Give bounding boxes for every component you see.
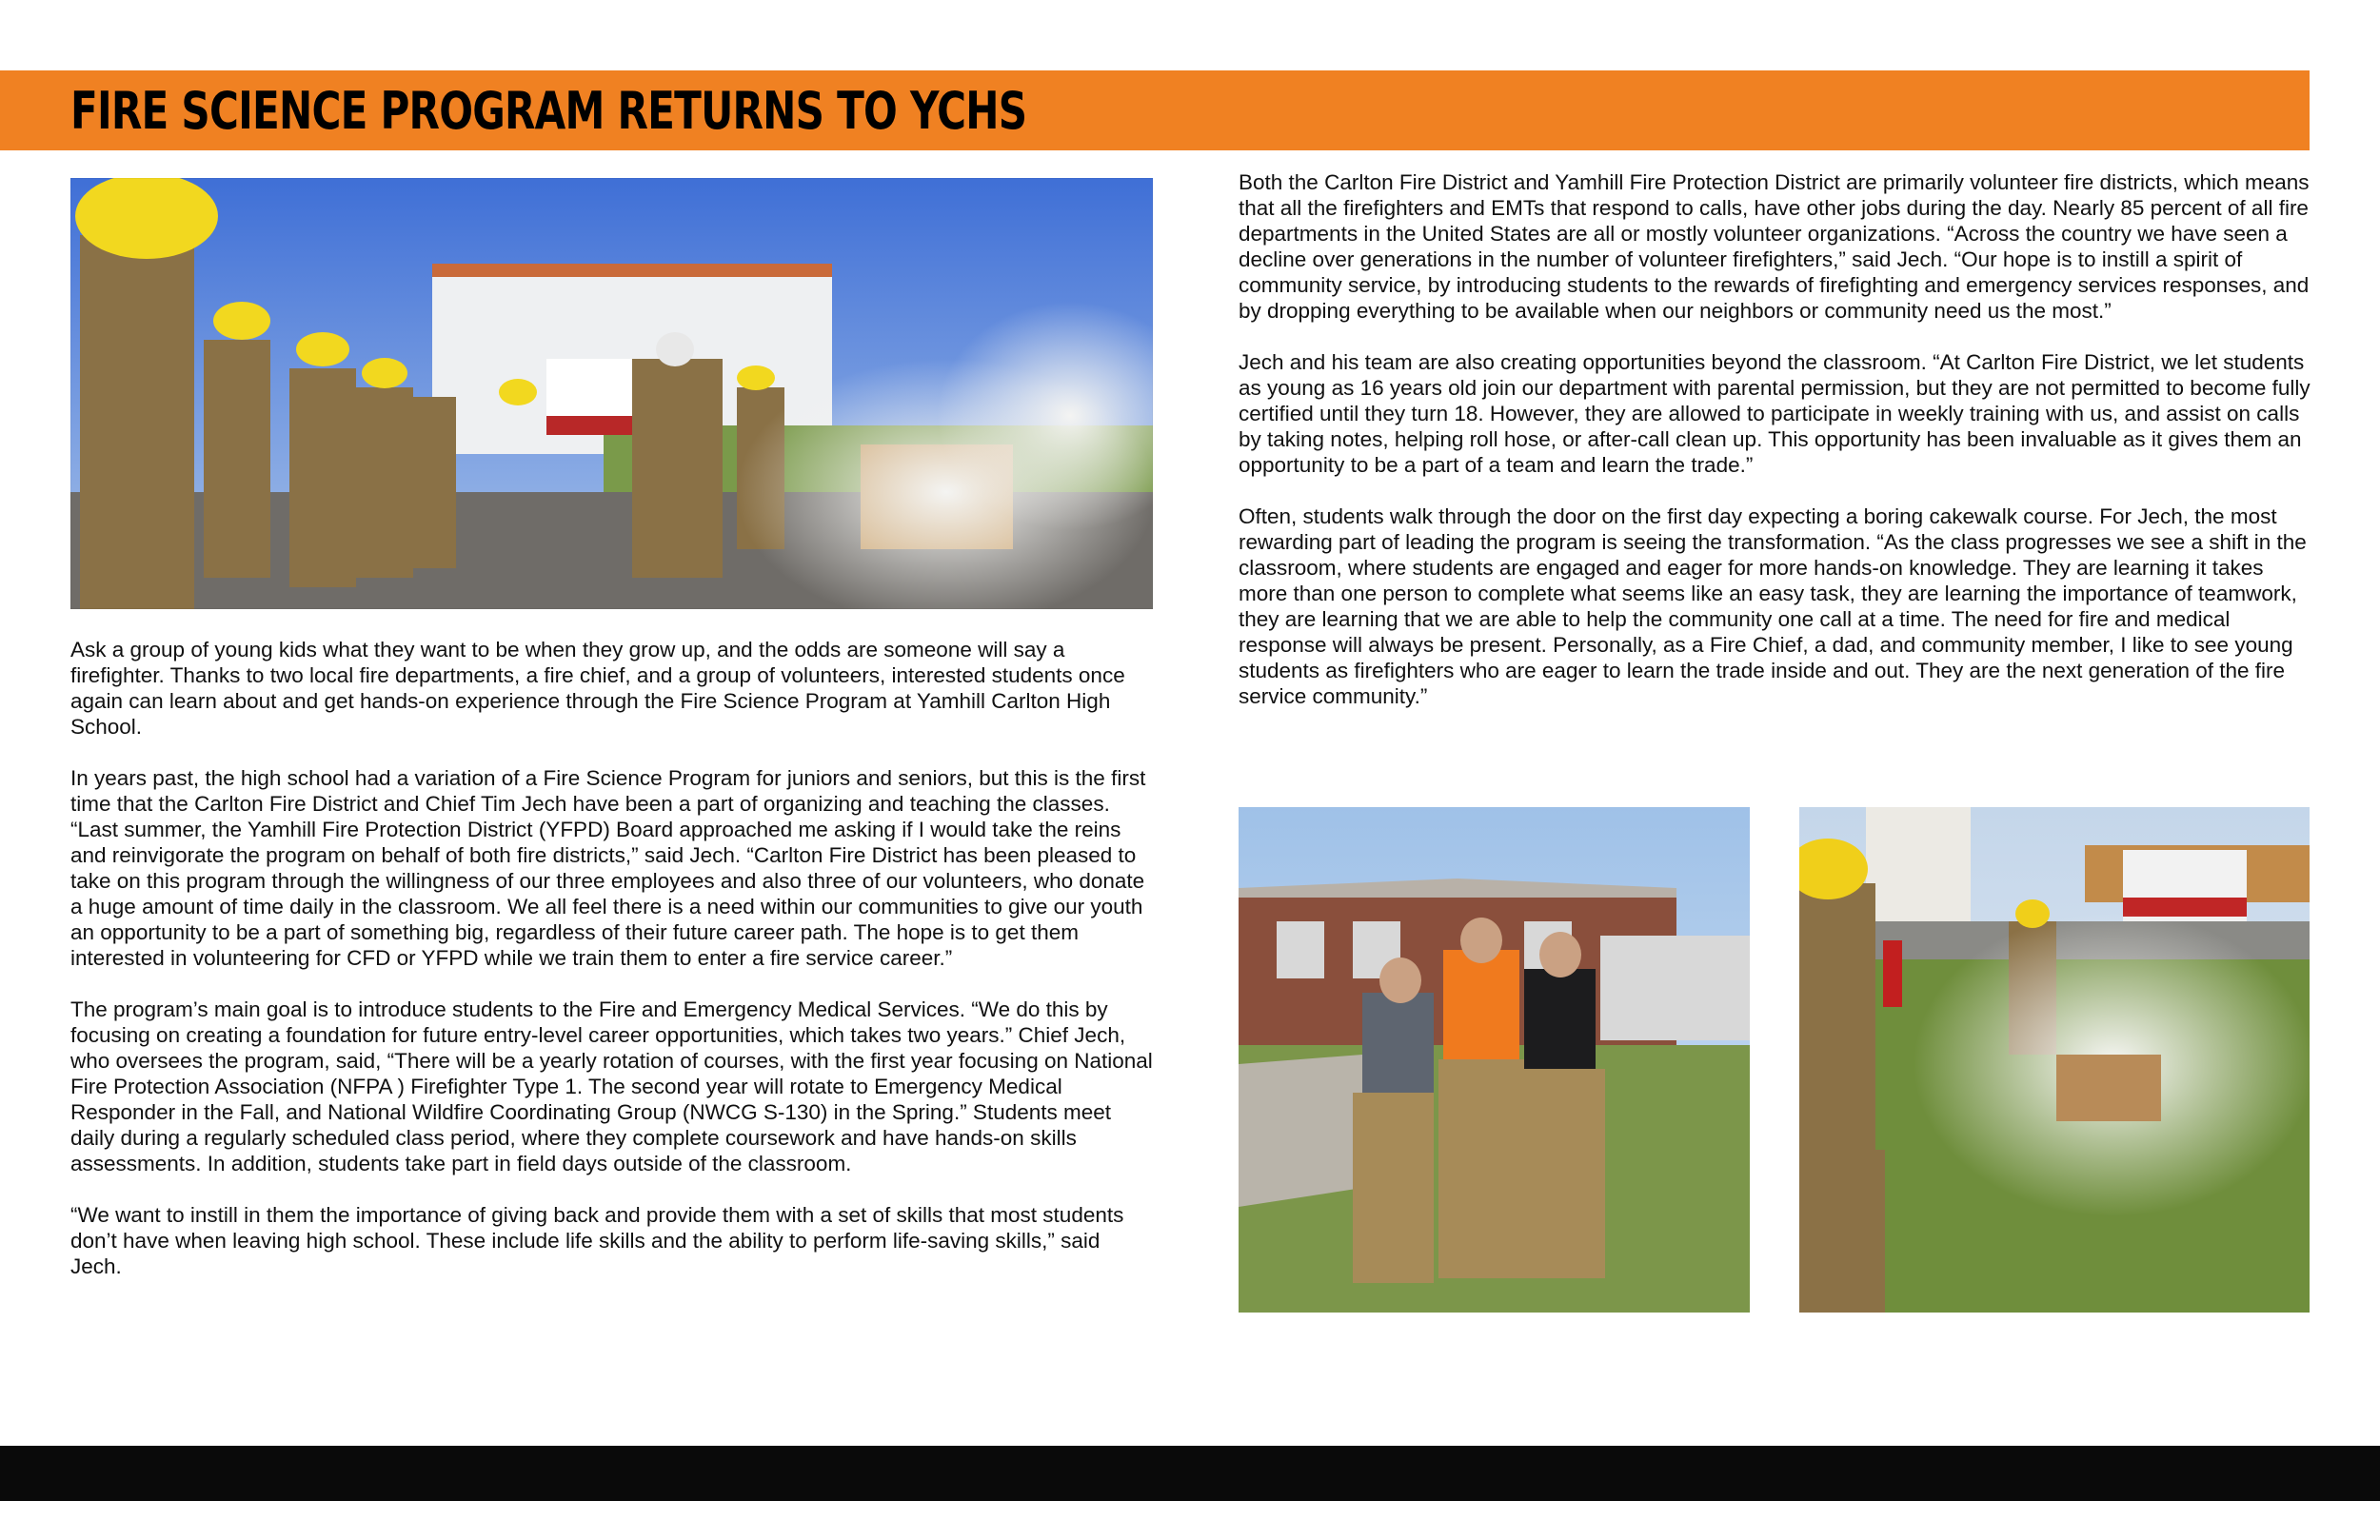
page-title: FIRE SCIENCE PROGRAM RETURNS TO YCHS [70,81,1027,141]
students-group-photo [1239,807,1750,1313]
article-column-right [1239,169,2311,735]
training-photo-main [70,178,1153,609]
article-column-left [70,637,1156,1305]
extinguisher-training-photo [1799,807,2310,1313]
article-paragraph: The program’s main goal is to introduce students to the Fire and Emergency Medical Services. “We do this by focusing on creating a foundation for future entry-level career opportunities, which takes two years.” Chief Jech, who oversees the program, said, “There will be a yearly rotation of courses, with the first year focusing on National Fire Protection Association (NFPA ) Firefighter Type 1. The second year will rotate to Emergency Medical Responder in the Fall, and National Wildfire Coordinating Group (NWCG S-130) in the Spring.” Students meet daily during a regularly scheduled class period, where they complete coursework and have hands-on skills assessments. In addition, students take part in field days outside of the classroom. [70,997,1153,1175]
article-paragraph: Often, students walk through the door on the first day expecting a boring cakewalk course. For Jech, the most rewarding part of leading the program is seeing the transformation. “As the class progresses we see a shift in the classroom, where students are engaged and eager for more hands-on knowledge. They are learning it takes more than one person to complete what seems like an easy task, they are learning the importance of teamwork, they are learning that we are able to help the community one call at a time. The need for fire and medical response will always be present. Personally, as a Fire Chief, a dad, and community member, I like to see young students as firefighters who are eager to learn the trade inside and out. They are the next generation of the fire service community.” [1239,504,2307,708]
article-paragraph: In years past, the high school had a variation of a Fire Science Program for juniors and seniors, but this is the first time that the Carlton Fire District and Chief Tim Jech have been a part of organizing and teaching the classes. “Last summer, the Yamhill Fire Protection District (YFPD) Board approached me asking if I would take the reins and reinvigorate the program on behalf of both fire districts,” said Jech. “Carlton Fire District has been pleased to take on this program through the willingness of our three employees and also three of our volunteers, who donate a huge amount of time daily in the classroom. We all feel there is a need within our communities to give our youth an opportunity to be a part of something big, regardless of their future career path. The hope is to get them interested in volunteering for CFD or YFPD while we train them to enter a fire service career.” [70,766,1146,970]
article-paragraph: Jech and his team are also creating opportunities beyond the classroom. “At Carlton Fire District, we let students as young as 16 years old join our department with parental permission, but they are not permitted to become fully certified until they turn 18. However, they are allowed to participate in weekly training with us, and assist on calls by taking notes, helping roll hose, or after-call clean up. This opportunity has been invaluable as it gives them an opportunity to be a part of a team and learn the trade.” [1239,350,2311,477]
article-paragraph: “We want to instill in them the importance of giving back and provide them with a set of skills that most students don’t have when leaving high school. These include life skills and the ability to perform life-saving skills,” said Jech. [70,1203,1124,1278]
article-paragraph: Ask a group of young kids what they want to be when they grow up, and the odds are someone will say a firefighter. Thanks to two local fire departments, a fire chief, and a group of volunteers, interested students once again can learn about and get hands-on experience through the Fire Science Program at Yamhill Carlton High School. [70,638,1125,739]
footer-band [0,1446,2380,1501]
article-paragraph: Both the Carlton Fire District and Yamhill Fire Protection District are primarily volunteer fire districts, which means that all the firefighters and EMTs that respond to calls, have other jobs during the day. Nearly 85 percent of all fire departments in the United States are all or mostly volunteer organizations. “Across the country we have seen a decline over generations in the number of volunteer firefighters,” said Jech. “Our hope is to instill a spirit of community service, by introducing students to the rewards of firefighting and emergency services responses, and by dropping everything to be available when our neighbors or community need us the most.” [1239,170,2310,323]
